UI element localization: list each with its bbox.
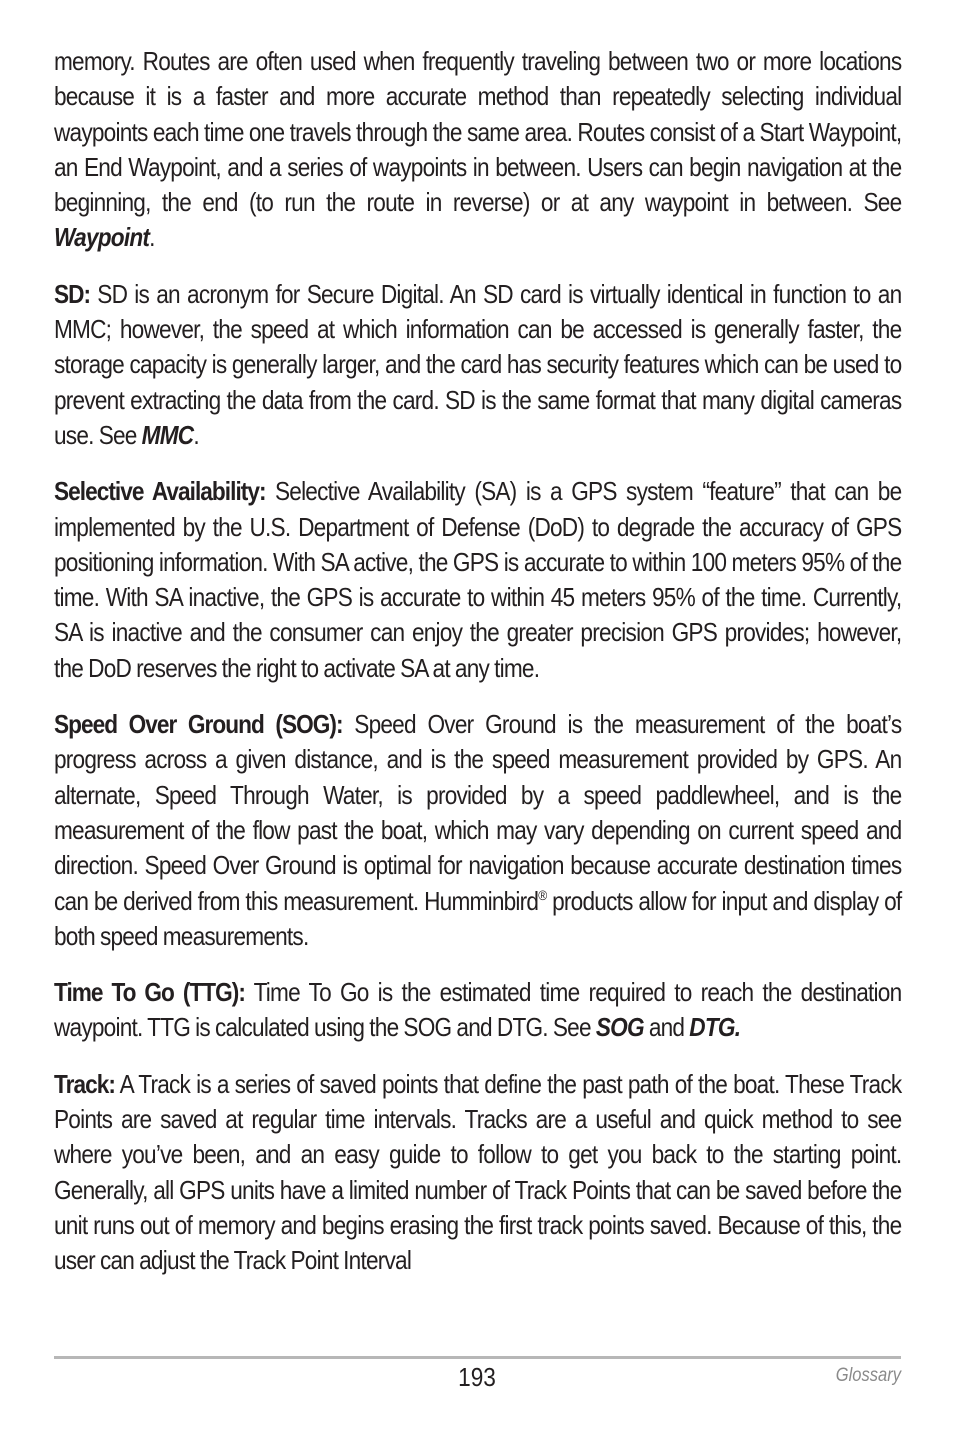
paragraph-text-mid: and (643, 1012, 690, 1043)
paragraph-text: A Track is a series of saved points that define the past path of the boat. These Track Points are saved at regular time intervals. Tracks are a useful and quick method to see where you’ve been, and an easy guide to follow to get you back to the starting point. Generally, all GPS units have a limited number of Track Points that can be saved before the unit runs out of memory and begins erasing the first track points saved. Because of this, the user can adjust the Track Point Interval (54, 1068, 902, 1276)
paragraph-route-continued (54, 44, 901, 256)
paragraph-text: memory. Routes are often used when frequently traveling between two or more locations because it is a faster and more accurate method than repeatedly selecting individual waypoints each time one travels through the same area. Routes consist of a Start Waypoint, an End Waypoint, and a series of waypoints in between. Users can begin navigation at the beginning, the end (to run the route in reverse) or at any waypoint in between. See (54, 46, 902, 218)
glossary-term-track: Track: (54, 1068, 115, 1099)
cross-reference-dtg: DTG. (689, 1012, 741, 1043)
paragraph-text: Speed Over Ground is the measurement of the boat’s progress across a given distance, and is the speed measurement provided by GPS. An alternate, Speed Through Water, is provided by a speed paddlewheel, and is the measurement of the flow past the boat, which may vary depending on current speed and direction. Speed Over Ground is optimal for navigation because accurate destination times can be derived from this measurement. Humminbird (54, 709, 902, 916)
paragraph-speed-over-ground (54, 707, 901, 954)
paragraph-text: Selective Availability (SA) is a GPS system “feature” that can be implemented by the U.S. Department of Defense (DoD) to degrade the accuracy of GPS positioning information. With SA active, the GPS is accurate to within 100 meters 95% of the time. With SA inactive, the GPS is accurate to within 45 meters 95% of the time. Currently, SA is inactive and the consumer can enjoy the greater precision GPS provides; however, the DoD reserves the right to activate SA at any time. (54, 476, 902, 683)
glossary-term-selective-availability: Selective Availability: (54, 476, 266, 507)
glossary-term-sog: Speed Over Ground (SOG): (54, 709, 343, 740)
registered-mark: ® (538, 886, 547, 903)
paragraph-sd (54, 277, 901, 453)
cross-reference-sog: SOG (595, 1012, 644, 1043)
glossary-body (54, 44, 901, 1300)
glossary-term-ttg: Time To Go (TTG): (54, 977, 245, 1008)
glossary-term-sd: SD: (54, 278, 91, 309)
paragraph-text: SD is an acronym for Secure Digital. An SD card is virtually identical in function to an MMC; however, the speed at which information can be accessed is generally faster, the storage capacity is generally larger, and the card has security features which can be used to prevent extracting the data from the card. SD is the same format that many digital cameras use. See (54, 278, 902, 450)
footer-section-name: Glossary (835, 1365, 901, 1386)
page-number: 193 (458, 1362, 496, 1392)
footer-divider (54, 1356, 901, 1359)
paragraph-track (54, 1067, 901, 1279)
paragraph-time-to-go (54, 975, 901, 1046)
cross-reference-mmc: MMC (141, 419, 194, 450)
paragraph-selective-availability (54, 474, 901, 686)
paragraph-text-end: products allow for input and display of both speed measurements. (54, 885, 902, 951)
cross-reference-waypoint: Waypoint (54, 222, 150, 253)
paragraph-text-end: . (193, 419, 199, 450)
paragraph-text-end: . (149, 222, 155, 253)
paragraph-text: Time To Go is the estimated time required to reach the destination waypoint. TTG is calculated using the SOG and DTG. See (54, 977, 902, 1043)
